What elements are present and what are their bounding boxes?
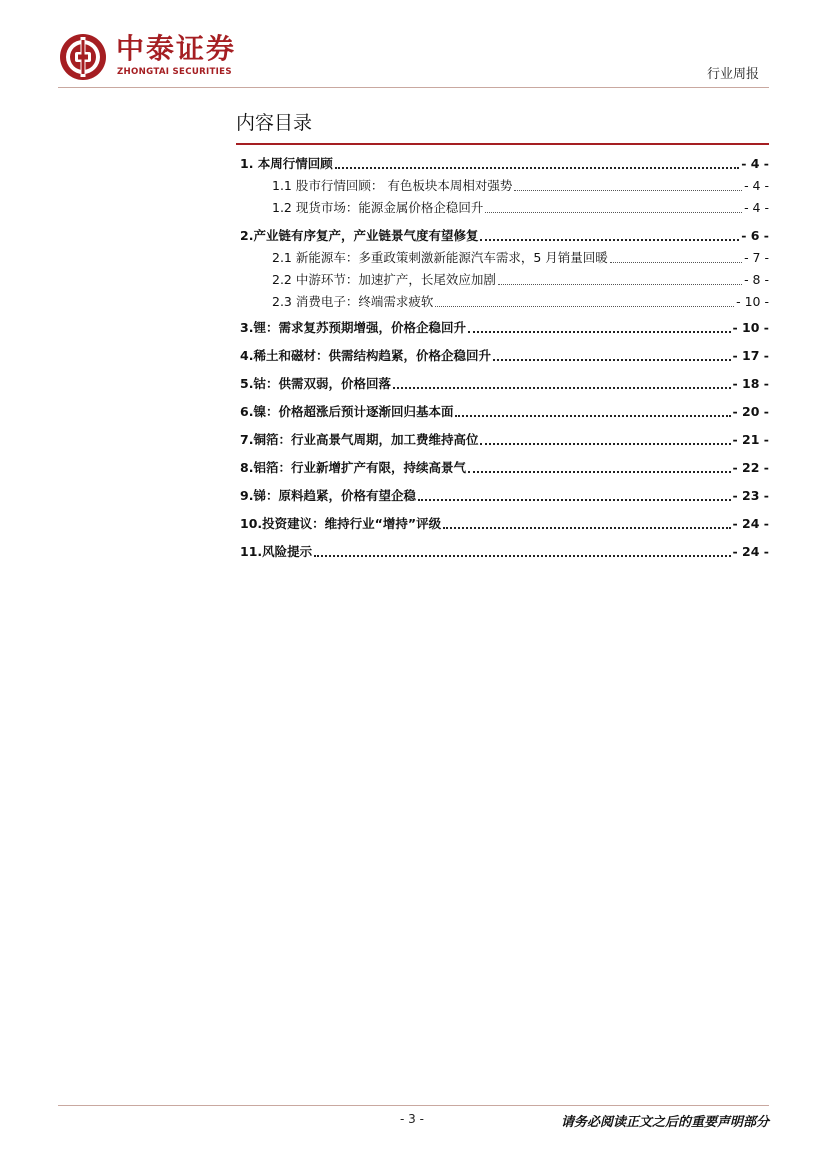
- toc-entry-page: - 23 -: [732, 488, 769, 503]
- toc-entry[interactable]: [240, 400, 769, 420]
- toc-entry-page: - 10 -: [736, 294, 769, 309]
- toc-leader-dots: [435, 305, 734, 307]
- toc-entry-title: 1.1 股市行情回顾： 有色板块本周相对强势: [272, 178, 513, 193]
- toc-entry-page: - 22 -: [732, 460, 769, 475]
- toc-entry[interactable]: [240, 152, 769, 172]
- toc-entry[interactable]: [240, 316, 769, 336]
- toc-entry-page: - 8 -: [744, 272, 769, 287]
- toc-entry-page: - 6 -: [741, 228, 769, 243]
- toc-leader-dots: [314, 554, 730, 557]
- toc-entry[interactable]: [240, 484, 769, 504]
- toc-leader-dots: [514, 189, 742, 191]
- toc-entry-title: 2.1 新能源车：多重政策刺激新能源汽车需求，5 月销量回暖: [272, 250, 608, 265]
- toc-entry-page: - 24 -: [732, 516, 769, 531]
- toc-entry-page: - 18 -: [732, 376, 769, 391]
- toc-entry[interactable]: [240, 196, 769, 216]
- toc-entry-title: 8.铝箔：行业新增扩产有限，持续高景气: [240, 460, 466, 475]
- toc-leader-dots: [498, 283, 742, 285]
- page-number: - 3 -: [400, 1112, 424, 1126]
- toc-leader-dots: [443, 526, 730, 529]
- brand-name-cn: 中泰证券: [116, 32, 237, 65]
- toc-leader-dots: [468, 330, 731, 333]
- toc-leader-dots: [480, 238, 739, 241]
- toc-entry-title: 3.锂：需求复苏预期增强，价格企稳回升: [240, 320, 466, 335]
- toc-entry-page: - 17 -: [732, 348, 769, 363]
- report-type-label: 行业周报: [706, 67, 759, 82]
- toc-entry-page: - 24 -: [732, 544, 769, 559]
- toc-entry[interactable]: [240, 344, 769, 364]
- page-header: [0, 0, 827, 95]
- toc-entry-page: - 10 -: [732, 320, 769, 335]
- toc-entry[interactable]: [240, 246, 769, 266]
- toc-entry-page: - 21 -: [732, 432, 769, 447]
- toc-entry-page: - 4 -: [744, 178, 769, 193]
- toc-entry-page: - 4 -: [741, 156, 769, 171]
- toc-entry-title: 2.3 消费电子：终端需求疲软: [272, 294, 434, 309]
- toc-entry[interactable]: [240, 268, 769, 288]
- toc-entry-title: 10.投资建议：维持行业“增持”评级: [240, 516, 442, 531]
- toc-entry-page: - 20 -: [732, 404, 769, 419]
- toc-leader-dots: [393, 386, 731, 389]
- toc-entry-title: 5.钴：供需双弱，价格回落: [240, 376, 391, 391]
- toc-entry-title: 6.镍：价格超涨后预计逐渐回归基本面: [240, 404, 454, 419]
- toc-entry[interactable]: [240, 290, 769, 310]
- toc-entry-title: 2.2 中游环节：加速扩产，长尾效应加剧: [272, 272, 496, 287]
- toc-leader-dots: [610, 261, 742, 263]
- toc-title-underline: [236, 143, 769, 145]
- toc-entry-page: - 4 -: [744, 200, 769, 215]
- toc-entry[interactable]: [240, 174, 769, 194]
- toc-leader-dots: [335, 166, 739, 169]
- toc-entry-title: 7.铜箔：行业高景气周期，加工费维持高位: [240, 432, 479, 447]
- toc-entry-title: 2.产业链有序复产，产业链景气度有望修复: [240, 228, 479, 243]
- toc-entry-title: 1.2 现货市场：能源金属价格企稳回升: [272, 200, 484, 215]
- toc-leader-dots: [493, 358, 731, 361]
- header-divider: [58, 87, 769, 88]
- toc-entry[interactable]: [240, 224, 769, 244]
- toc-leader-dots: [418, 498, 731, 501]
- toc-entry[interactable]: [240, 540, 769, 560]
- toc-entry[interactable]: [240, 372, 769, 392]
- toc-entry-title: 4.稀土和磁材：供需结构趋紧，价格企稳回升: [240, 348, 491, 363]
- toc-leader-dots: [480, 442, 730, 445]
- toc-entry[interactable]: [240, 512, 769, 532]
- toc-entry[interactable]: [240, 456, 769, 476]
- toc-leader-dots: [485, 211, 742, 213]
- toc-entry-title: 11.风险提示: [240, 544, 313, 559]
- toc-leader-dots: [455, 414, 730, 417]
- toc-entry-title: 1. 本周行情回顾: [240, 156, 333, 171]
- disclaimer-text: 请务必阅读正文之后的重要声明部分: [560, 1115, 769, 1130]
- footer-divider: [58, 1105, 769, 1106]
- toc-title: 内容目录: [236, 112, 313, 134]
- toc-entry-page: - 7 -: [744, 250, 769, 265]
- toc-entry[interactable]: [240, 428, 769, 448]
- toc-entry-title: 9.锑：原料趋紧，价格有望企稳: [240, 488, 416, 503]
- zhongtai-logo-icon: [58, 32, 108, 82]
- brand-name-en: ZHONGTAI SECURITIES: [117, 67, 232, 77]
- toc-leader-dots: [468, 470, 731, 473]
